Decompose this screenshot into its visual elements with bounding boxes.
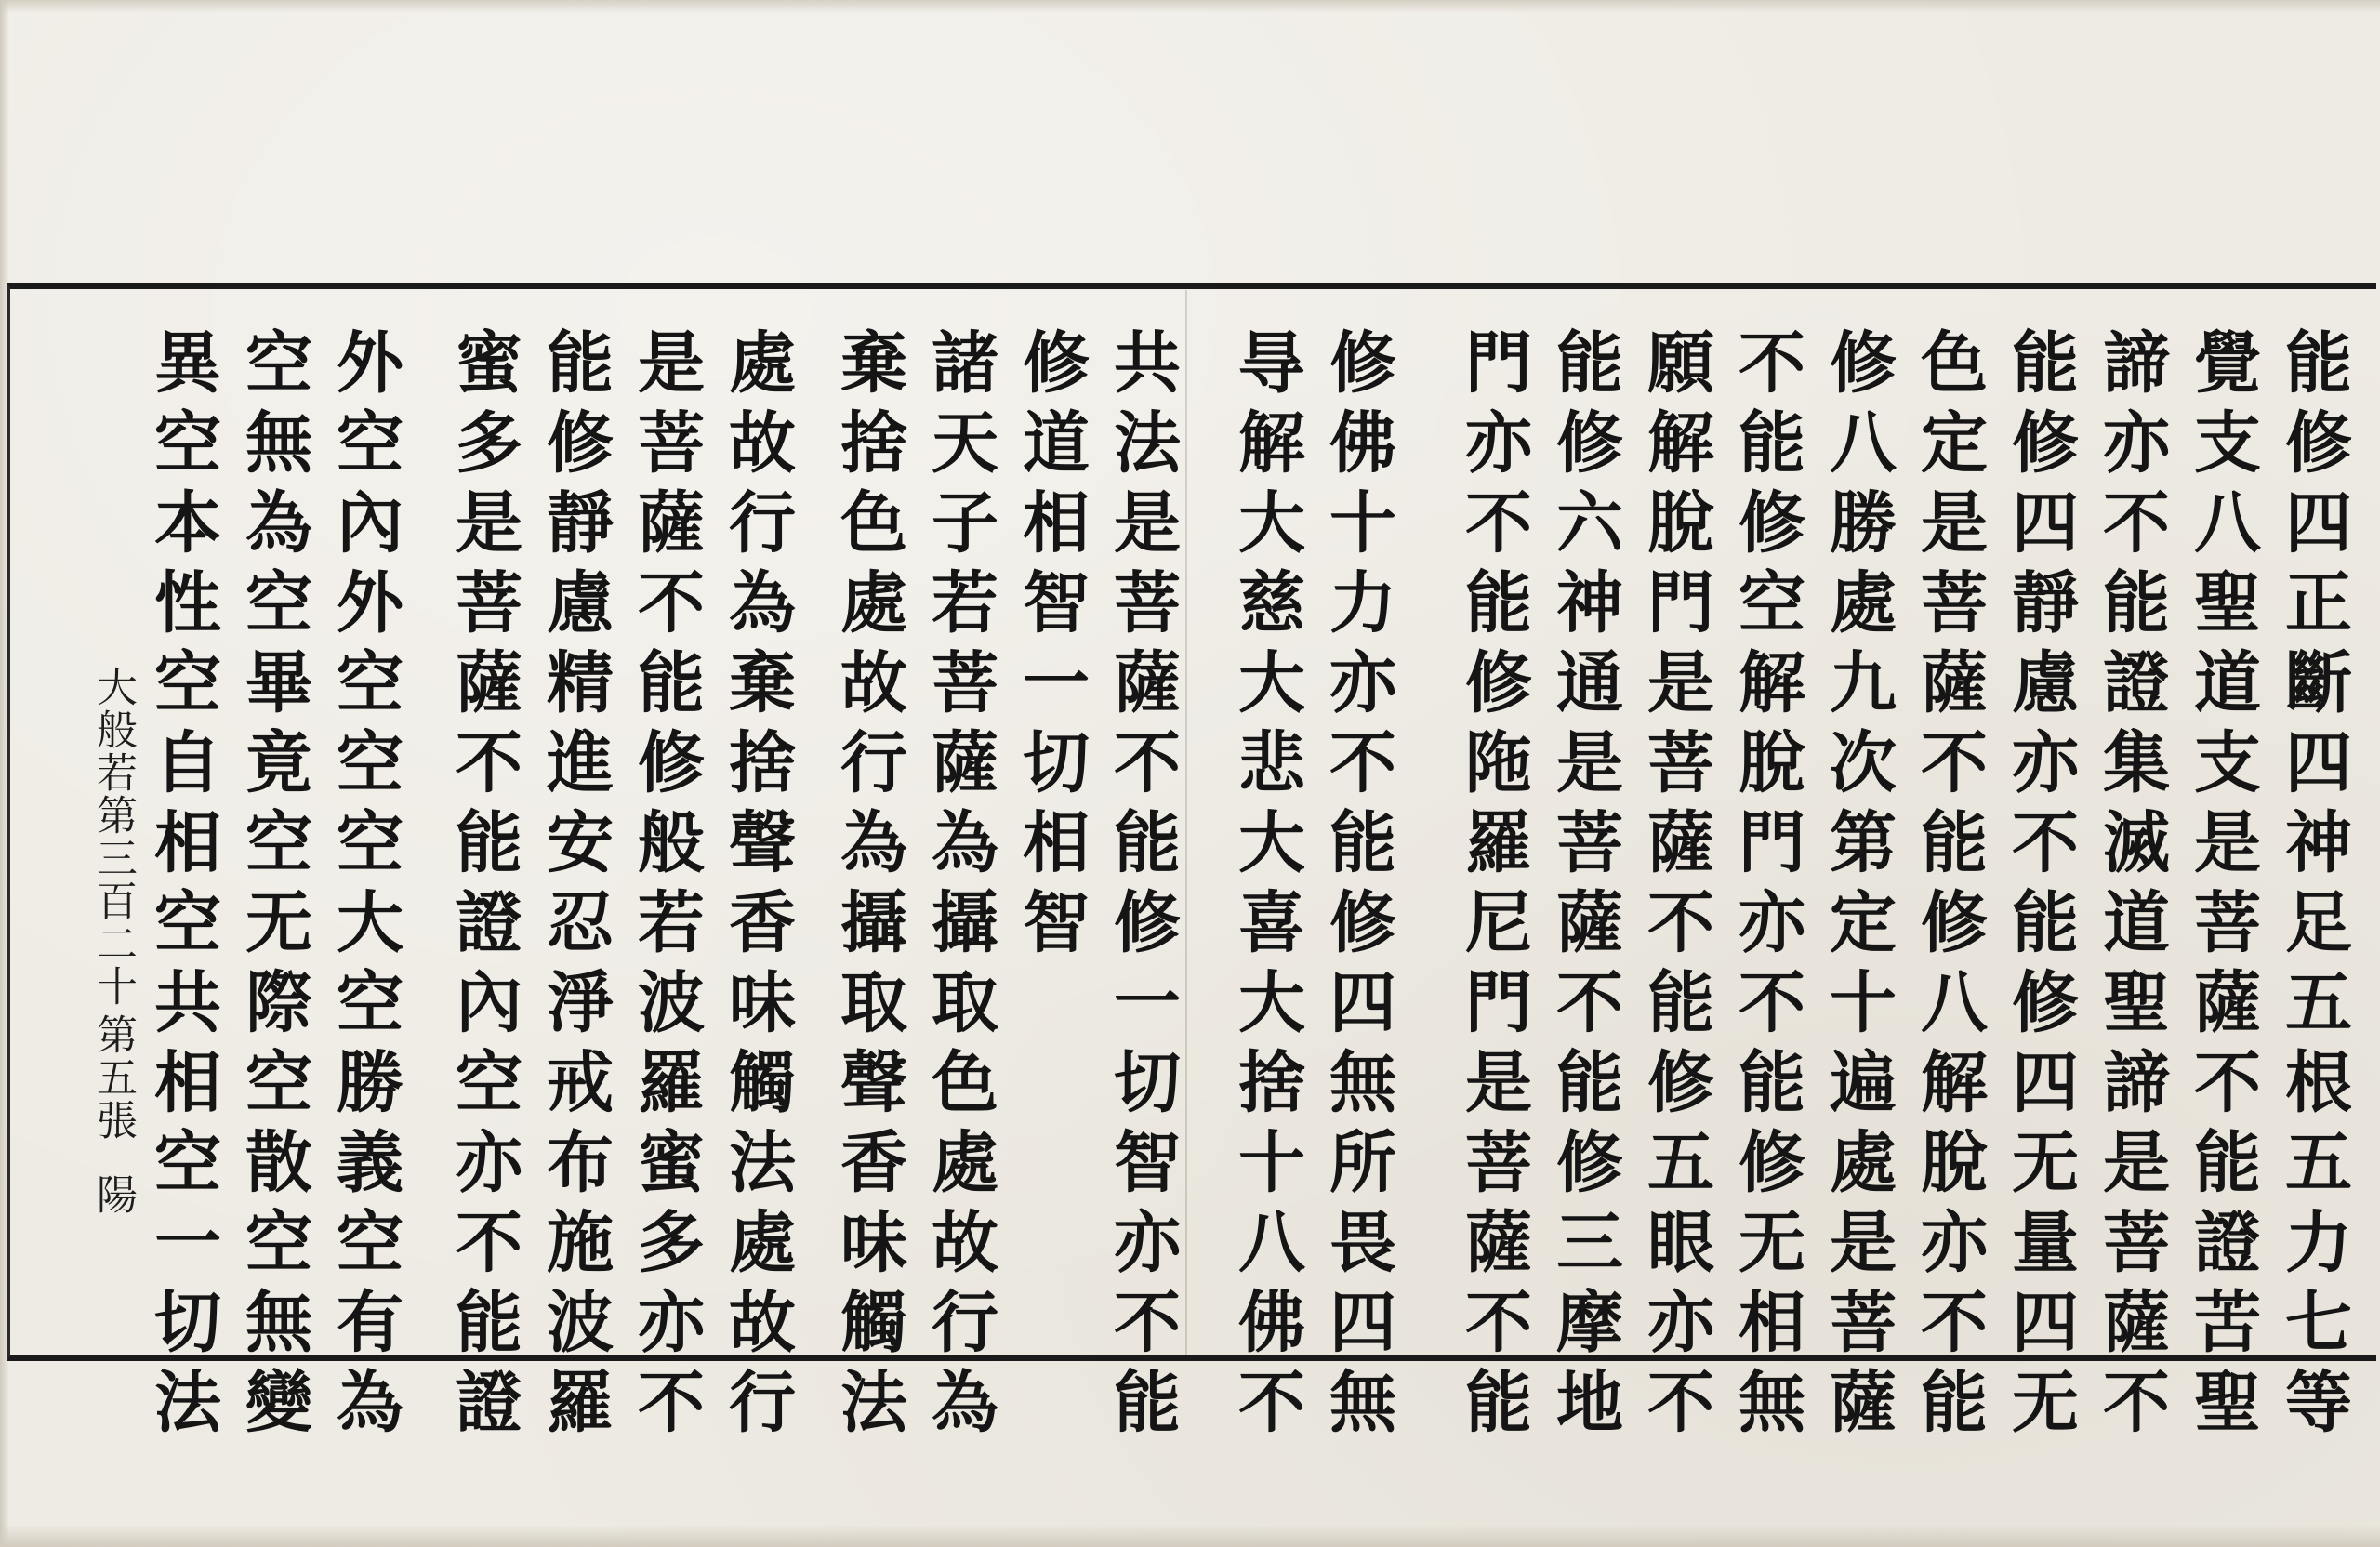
text-column-4: 能修四靜慮亦不能修四无量四无	[2001, 327, 2080, 1447]
page-top-shadow	[0, 0, 2380, 13]
text-column-7: 不能修空解脫門亦不能修无相無	[1727, 327, 1806, 1447]
text-column-15: 諸天子若菩薩為攝取色處故行為	[920, 327, 999, 1447]
text-column-19: 能修靜慮精進安忍淨戒布施波羅	[536, 327, 615, 1447]
text-column-18: 是菩薩不能修般若波羅蜜多亦不	[627, 327, 706, 1447]
text-column-2: 覺支八聖道支是菩薩不能證苦聖	[2183, 327, 2262, 1447]
text-column-20: 蜜多是菩薩不能證內空亦不能證	[444, 327, 523, 1447]
text-column-9: 能修六神通是菩薩不能修三摩地	[1545, 327, 1624, 1447]
text-column-14: 修道相智一切相智	[1012, 327, 1091, 967]
text-column-17: 處故行為棄捨聲香味觸法處故行	[718, 327, 797, 1447]
text-column-6: 修八勝處九次第定十遍處是菩薩	[1818, 327, 1897, 1447]
text-column-5: 色定是菩薩不能修八解脫亦不能	[1910, 327, 1989, 1447]
margin-title: 大般若第三百二十	[89, 666, 137, 1008]
text-column-23: 異空本性空自相空共相空一切法	[143, 327, 222, 1447]
text-column-13: 共法是菩薩不能修一切智亦不能	[1103, 327, 1182, 1447]
text-column-21: 外空內外空空空大空勝義空有為	[325, 327, 404, 1447]
text-column-22: 空無為空畢竟空无際空散空無變	[234, 327, 313, 1447]
margin-sheet-number: 第五張	[89, 1013, 137, 1142]
margin-side-mark: 陽	[89, 1173, 137, 1216]
text-column-8: 願解脫門是菩薩不能修五眼亦不	[1636, 327, 1715, 1447]
text-column-1: 能修四正斷四神足五根五力七等	[2274, 327, 2353, 1447]
text-column-16: 棄捨色處故行為攝取聲香味觸法	[829, 327, 908, 1447]
text-column-12: 㝵解大慈大悲大喜大捨十八佛不	[1227, 327, 1306, 1447]
text-column-3: 諦亦不能證集滅道聖諦是菩薩不	[2092, 327, 2171, 1447]
text-column-11: 修佛十力亦不能修四無所畏四無	[1318, 327, 1397, 1447]
page-bottom-edge	[0, 1525, 2380, 1547]
text-column-10: 門亦不能修陁羅尼門是菩薩不能	[1454, 327, 1533, 1447]
